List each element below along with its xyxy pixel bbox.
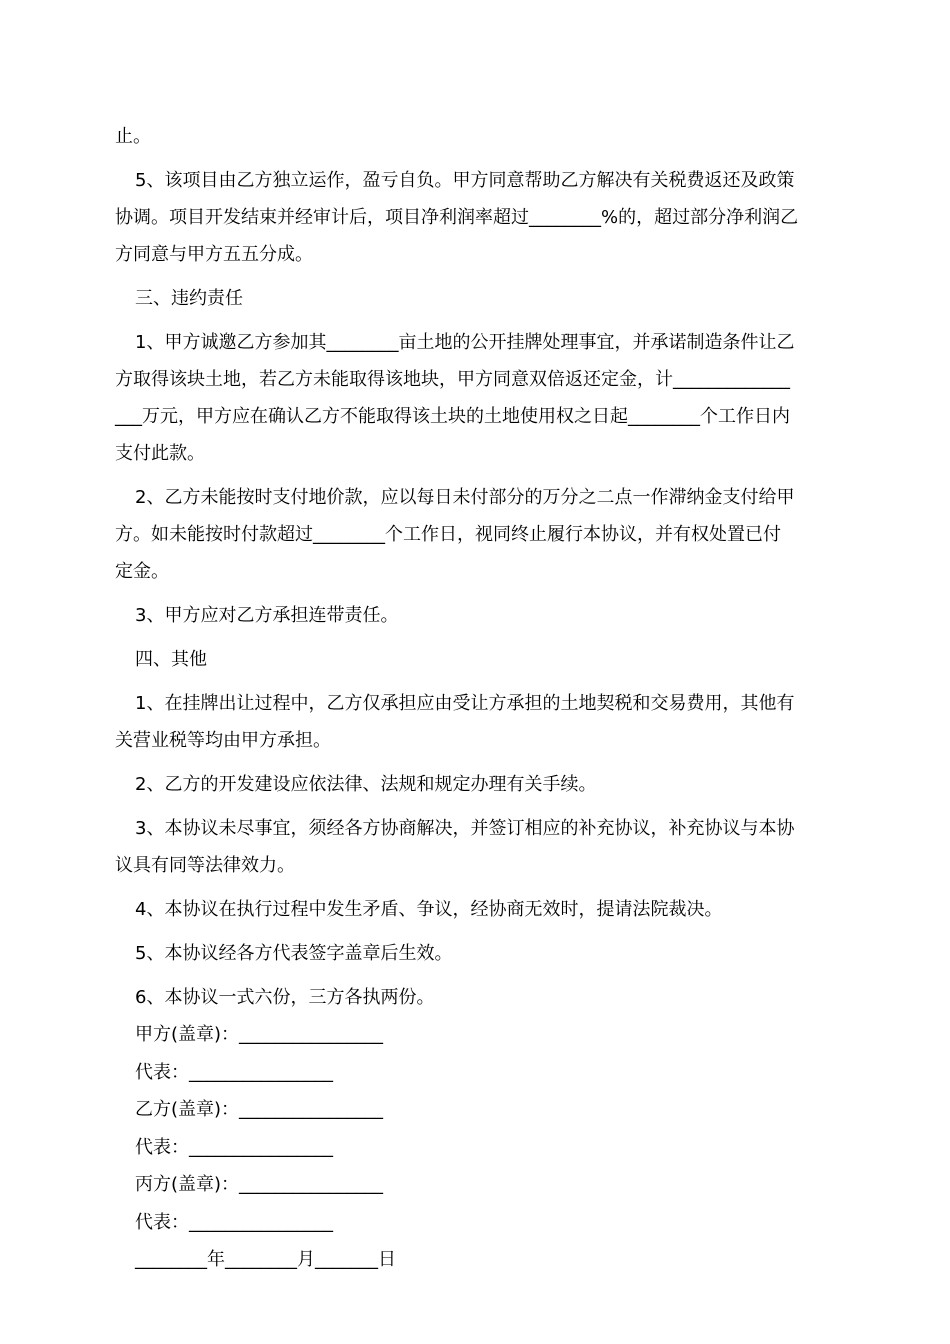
text-line: 支付此款。 bbox=[115, 443, 205, 464]
text-line: 2、乙方的开发建设应依法律、法规和规定办理有关手续。 bbox=[135, 774, 597, 795]
text-line: 5、该项目由乙方独立运作，盈亏自负。甲方同意帮助乙方解决有关税费返还及政策 bbox=[135, 170, 795, 191]
text-line: 定金。 bbox=[115, 561, 169, 582]
text-line: 5、本协议经各方代表签字盖章后生效。 bbox=[135, 943, 453, 964]
paragraph-end-previous bbox=[115, 118, 835, 155]
section-title: 三、违约责任 bbox=[135, 288, 243, 309]
breach-clause-1 bbox=[115, 324, 835, 472]
other-clause-3 bbox=[115, 810, 835, 884]
signature-date: ________年________月_______日 bbox=[135, 1249, 396, 1270]
text-line: 3、本协议未尽事宜，须经各方协商解决，并签订相应的补充协议，补充协议与本协 bbox=[135, 818, 795, 839]
text-line: 1、甲方诚邀乙方参加其________亩土地的公开挂牌处理事宜，并承诺制造条件让乙 bbox=[135, 332, 795, 353]
text-line: 止。 bbox=[115, 126, 151, 147]
breach-clause-2 bbox=[115, 479, 835, 590]
signature-block bbox=[115, 1016, 835, 1279]
section-title: 四、其他 bbox=[135, 649, 207, 670]
signature-representative-c: 代表：________________ bbox=[135, 1211, 333, 1233]
signature-party-a: 甲方(盖章)：________________ bbox=[135, 1024, 384, 1045]
other-clause-5 bbox=[115, 935, 835, 972]
text-line: 关营业税等均由甲方承担。 bbox=[115, 730, 331, 751]
signature-party-c: 丙方(盖章)：________________ bbox=[135, 1174, 384, 1195]
breach-clause-3 bbox=[115, 597, 835, 634]
signature-party-b: 乙方(盖章)：________________ bbox=[135, 1099, 384, 1120]
text-line: 2、乙方未能按时支付地价款，应以每日未付部分的万分之二点一作滞纳金支付给甲 bbox=[135, 487, 795, 508]
text-line: 协调。项目开发结束并经审计后，项目净利润率超过________%的，超过部分净利润乙 bbox=[115, 207, 799, 228]
text-line: 4、本协议在执行过程中发生矛盾、争议，经协商无效时，提请法院裁决。 bbox=[135, 899, 723, 920]
signature-representative-a: 代表：________________ bbox=[135, 1061, 333, 1083]
section-heading-other bbox=[115, 641, 835, 678]
text-line: 方同意与甲方五五分成。 bbox=[115, 244, 313, 265]
other-clause-1 bbox=[115, 685, 835, 759]
text-line: 1、在挂牌出让过程中，乙方仅承担应由受让方承担的土地契税和交易费用，其他有 bbox=[135, 693, 795, 714]
text-line: 6、本协议一式六份，三方各执两份。 bbox=[135, 987, 435, 1008]
clause-5-profit-sharing bbox=[115, 162, 835, 273]
text-line: 3、甲方应对乙方承担连带责任。 bbox=[135, 605, 399, 626]
text-line: 议具有同等法律效力。 bbox=[115, 855, 295, 876]
other-clause-2 bbox=[115, 766, 835, 803]
section-heading-breach bbox=[115, 280, 835, 317]
text-line: ___万元，甲方应在确认乙方不能取得该土块的土地使用权之日起________个工作日内 bbox=[115, 406, 790, 427]
document-page bbox=[115, 118, 835, 1279]
text-line: 方。如未能按时付款超过________个工作日，视同终止履行本协议，并有权处置已付 bbox=[115, 524, 781, 545]
other-clause-4 bbox=[115, 891, 835, 928]
text-line: 方取得该块土地，若乙方未能取得该地块，甲方同意双倍返还定金，计_____________ bbox=[115, 369, 790, 390]
other-clause-6 bbox=[115, 979, 835, 1016]
signature-representative-b: 代表：________________ bbox=[135, 1136, 333, 1158]
